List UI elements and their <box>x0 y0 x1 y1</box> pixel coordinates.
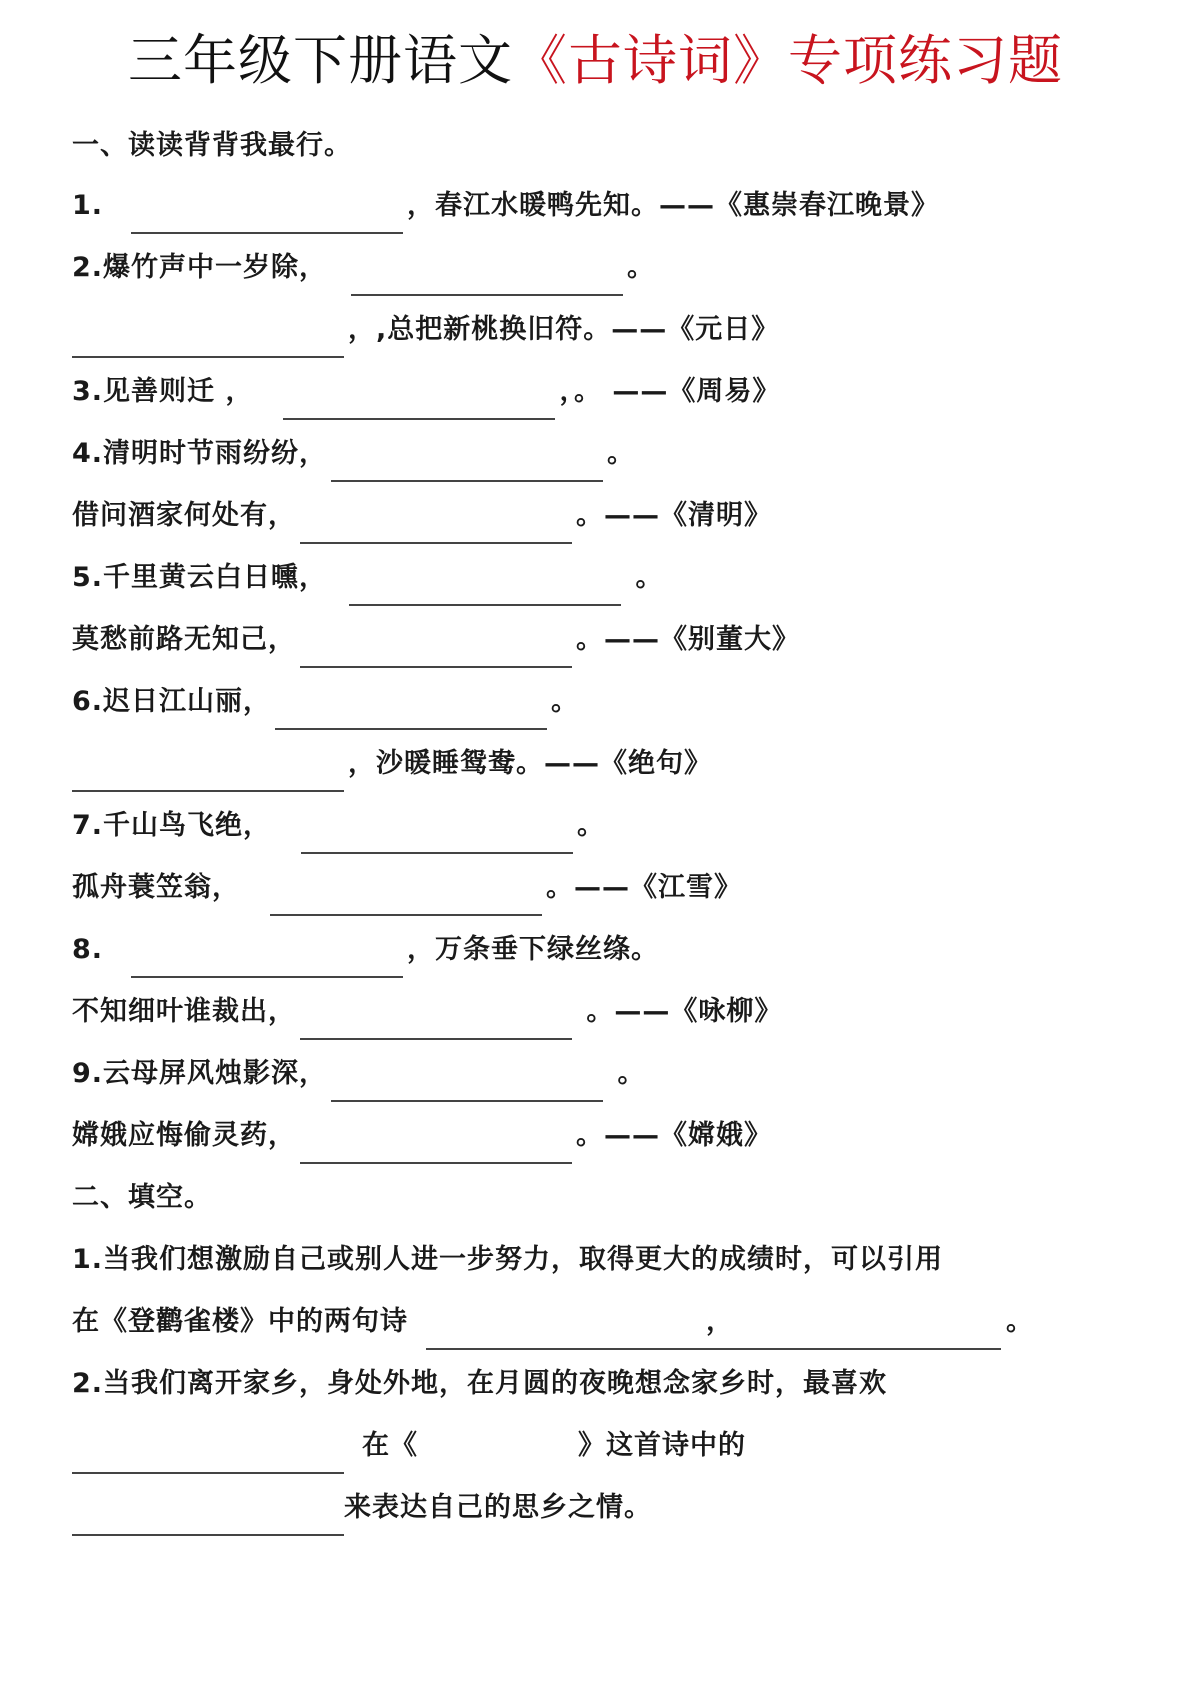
fill-question-2-line2: 在《 》这首诗中的 <box>72 1428 746 1464</box>
answer-blank[interactable] <box>349 574 621 606</box>
question-4-line1: 4.清明时节雨纷纷， 。 <box>72 436 635 472</box>
title-highlight: 《古诗词》 <box>513 29 788 92</box>
title-suffix: 专项练习题 <box>788 29 1063 92</box>
question-4-line2: 借问酒家何处有， 。——《清明》 <box>72 498 772 534</box>
answer-blank[interactable] <box>275 698 547 730</box>
title-prefix: 三年级下册语文 <box>128 29 513 92</box>
question-9-line2: 嫦娥应悔偷灵药， 。——《嫦娥》 <box>72 1118 772 1154</box>
question-7-line2: 孤舟蓑笠翁， 。——《江雪》 <box>72 870 742 906</box>
section2-heading: 二、填空。 <box>72 1182 212 1213</box>
answer-blank[interactable] <box>283 388 555 420</box>
answer-blank[interactable] <box>72 326 344 358</box>
answer-blank-pair[interactable]: ， <box>426 1304 1006 1340</box>
fill-question-1-line2: 在《登鹳雀楼》中的两句诗 ， 。 <box>72 1304 1034 1340</box>
answer-blank[interactable] <box>72 760 344 792</box>
answer-blank[interactable] <box>131 946 403 978</box>
answer-blank[interactable] <box>300 636 572 668</box>
question-7-line1: 7.千山鸟飞绝， 。 <box>72 808 605 844</box>
question-9-line1: 9.云母屏风烛影深， 。 <box>72 1056 645 1092</box>
question-3: 3.见善则迁 ， ，。 ——《周易》 <box>72 374 780 410</box>
section1-heading: 一、读读背背我最行。 <box>72 130 352 161</box>
question-6-line1: 6.迟日江山丽， 。 <box>72 684 579 720</box>
answer-blank[interactable] <box>351 264 623 296</box>
answer-blank[interactable] <box>301 822 573 854</box>
answer-blank[interactable] <box>300 1132 572 1164</box>
page-title <box>0 26 1191 96</box>
question-6-line2: ，沙暖睡鸳鸯。——《绝句》 <box>72 746 712 782</box>
answer-blank[interactable] <box>331 1070 603 1102</box>
answer-blank[interactable] <box>300 1008 572 1040</box>
question-1: 1. ，春江水暖鸭先知。——《惠崇春江晚景》 <box>72 188 939 224</box>
fill-question-2-line3: 来表达自己的思乡之情。 <box>72 1490 652 1526</box>
fill-question-1-line1: 1.当我们想激励自己或别人进一步努力，取得更大的成绩时，可以引用 <box>72 1244 944 1275</box>
answer-blank[interactable] <box>331 450 603 482</box>
answer-blank[interactable] <box>72 1504 344 1536</box>
question-8-line1: 8. ，万条垂下绿丝绦。 <box>72 932 659 968</box>
fill-question-2-line1: 2.当我们离开家乡，身处外地，在月圆的夜晚想念家乡时，最喜欢 <box>72 1368 888 1399</box>
question-2-line2: ，,总把新桃换旧符。——《元日》 <box>72 312 779 348</box>
question-8-line2: 不知细叶谁裁出， 。——《咏柳》 <box>72 994 782 1030</box>
question-2-line1: 2.爆竹声中一岁除， 。 <box>72 250 655 286</box>
question-5-line1: 5.千里黄云白日曛， 。 <box>72 560 663 596</box>
answer-blank[interactable] <box>300 512 572 544</box>
answer-blank[interactable] <box>270 884 542 916</box>
answer-blank[interactable] <box>72 1442 344 1474</box>
question-5-line2: 莫愁前路无知己， 。——《别董大》 <box>72 622 800 658</box>
answer-blank[interactable] <box>131 202 403 234</box>
